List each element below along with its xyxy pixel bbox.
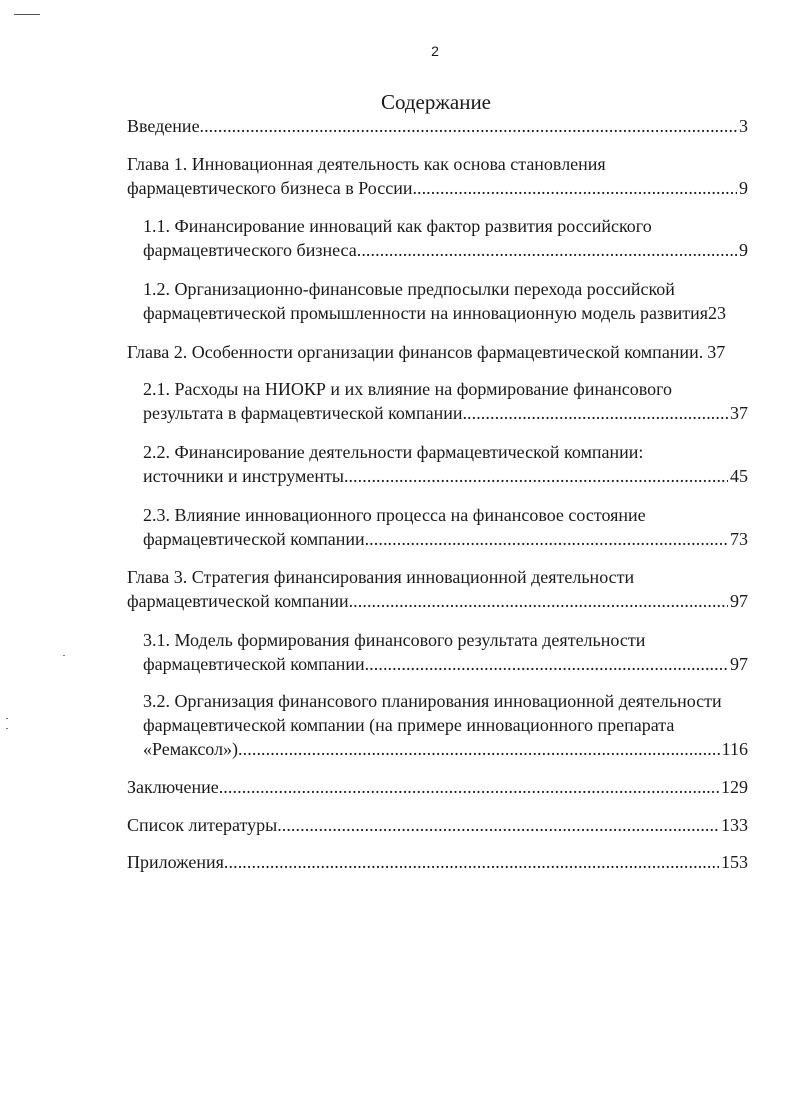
toc-entry-title: Глава 1. Инновационная деятельность как основа становления [127,154,606,174]
toc-page-number: 9 [739,178,748,198]
page-number: 2 [431,43,439,59]
scan-speck [6,718,8,719]
toc-entry-chapter-1[interactable] [127,152,748,200]
toc-entry-title-cont: «Ремаксол») [143,739,239,759]
toc-title: Содержание [380,90,492,114]
toc-page-number: 3 [739,116,748,136]
toc-entry-title-cont: фармацевтической промышленности на инновационную модель развития [143,303,709,323]
toc-entry-title: 3.2. Организация финансового планирования инновационной деятельности [143,691,722,711]
leader-dots [417,176,737,200]
leader-dots [204,114,737,138]
toc-entry-title: 2.1. Расходы на НИОКР и их влияние на формирование финансового [143,379,673,399]
toc-entry-line [127,775,748,799]
toc-page-number: 116 [721,739,748,759]
leader-dots [348,464,728,488]
toc-entry-line [127,589,748,613]
toc-entry-line [127,114,748,138]
leader-dots [369,527,728,551]
toc-page-number: 129 [721,777,748,797]
toc-entry-line [127,176,748,200]
toc-entry-references[interactable] [127,813,748,837]
toc-entry-line [143,737,748,761]
toc-entry-line [143,238,748,262]
toc-entry-title-cont: фармацевтической компании. [143,529,370,549]
toc-entry-title: Введение. [127,116,205,136]
toc-entry-title-cont: источники и инструменты. [143,466,349,486]
toc-page-number: 45 [730,466,748,486]
toc-entry-line [143,401,748,425]
toc-entry-chapter-3[interactable] [127,565,748,613]
toc-entry-line [143,464,748,488]
toc-entry-line [143,652,748,676]
toc-entry-title: 1.1. Финансирование инноваций как фактор развития российского [143,216,652,236]
toc-page-number: 73 [730,529,748,549]
toc-entry-title: 3.1. Модель формирования финансового результата деятельности [143,630,646,650]
toc-entry-line [143,527,748,551]
toc-entry-section-1-1[interactable] [143,214,748,262]
toc-page-number: 9 [739,240,748,260]
toc-entry-line [127,340,748,364]
leader-dots [224,850,719,874]
toc-entry-section-2-2[interactable] [143,440,748,488]
toc-entry-title: Список литературы. [127,815,282,835]
toc-entry-line [127,813,748,837]
toc-entry-line [143,301,748,325]
toc-entry-title-cont: фармацевтической компании. [127,591,354,611]
toc-entry-chapter-2[interactable] [127,340,748,364]
toc-entry-section-3-2[interactable] [143,689,748,761]
leader-dots [238,737,720,761]
toc-entry-line [127,850,748,874]
scan-speck [6,728,8,729]
toc-entry-title-cont: фармацевтического бизнеса в России. [127,178,417,198]
toc-entry-section-1-2[interactable] [143,277,748,325]
toc-entry-section-2-3[interactable] [143,503,748,551]
leader-dots [223,775,719,799]
toc-page-number: 153 [721,852,748,872]
toc-entry-title: 2.3. Влияние инновационного процесса на финансовое состояние [143,505,646,525]
toc-entry-title: Глава 3. Стратегия финансирования инновационной деятельности [127,567,635,587]
toc-page-number: 37 [707,342,726,362]
toc-entry-title: 1.2. Организационно-финансовые предпосылки перехода российской [143,279,675,299]
leader-dots [353,589,728,613]
toc-page-number: 23 [708,303,727,323]
toc-entry-introduction[interactable] [127,114,748,138]
toc-entry-title-cont: фармацевтической компании (на примере инновационного препарата [143,715,675,735]
toc-entry-title: Глава 2. Особенности организации финансов фармацевтической компании. [127,342,704,362]
toc-entry-title-cont: результата в фармацевтической компании. [143,403,467,423]
toc-page-number: 97 [730,654,748,674]
toc-entry-title-cont: фармацевтической компании. [143,654,370,674]
leader-dots [282,813,719,837]
toc-page-number: 97 [730,591,748,611]
toc-entry-conclusion[interactable] [127,775,748,799]
toc-entry-section-3-1[interactable] [143,628,748,676]
toc-page-number: 133 [721,815,748,835]
leader-dots [357,238,737,262]
toc-page-number: 37 [730,403,748,423]
scan-speck [63,655,65,656]
toc-entry-appendices[interactable] [127,850,748,874]
leader-dots [369,652,728,676]
toc-entry-title-cont: фармацевтического бизнеса [143,240,357,260]
toc-entry-section-2-1[interactable] [143,377,748,425]
toc-entry-title: Приложения [127,852,224,872]
toc-entry-title: Заключение. [127,777,224,797]
scan-artifact-line [14,14,40,15]
toc-entry-title: 2.2. Финансирование деятельности фармацевтической компании: [143,442,644,462]
leader-dots [467,401,728,425]
